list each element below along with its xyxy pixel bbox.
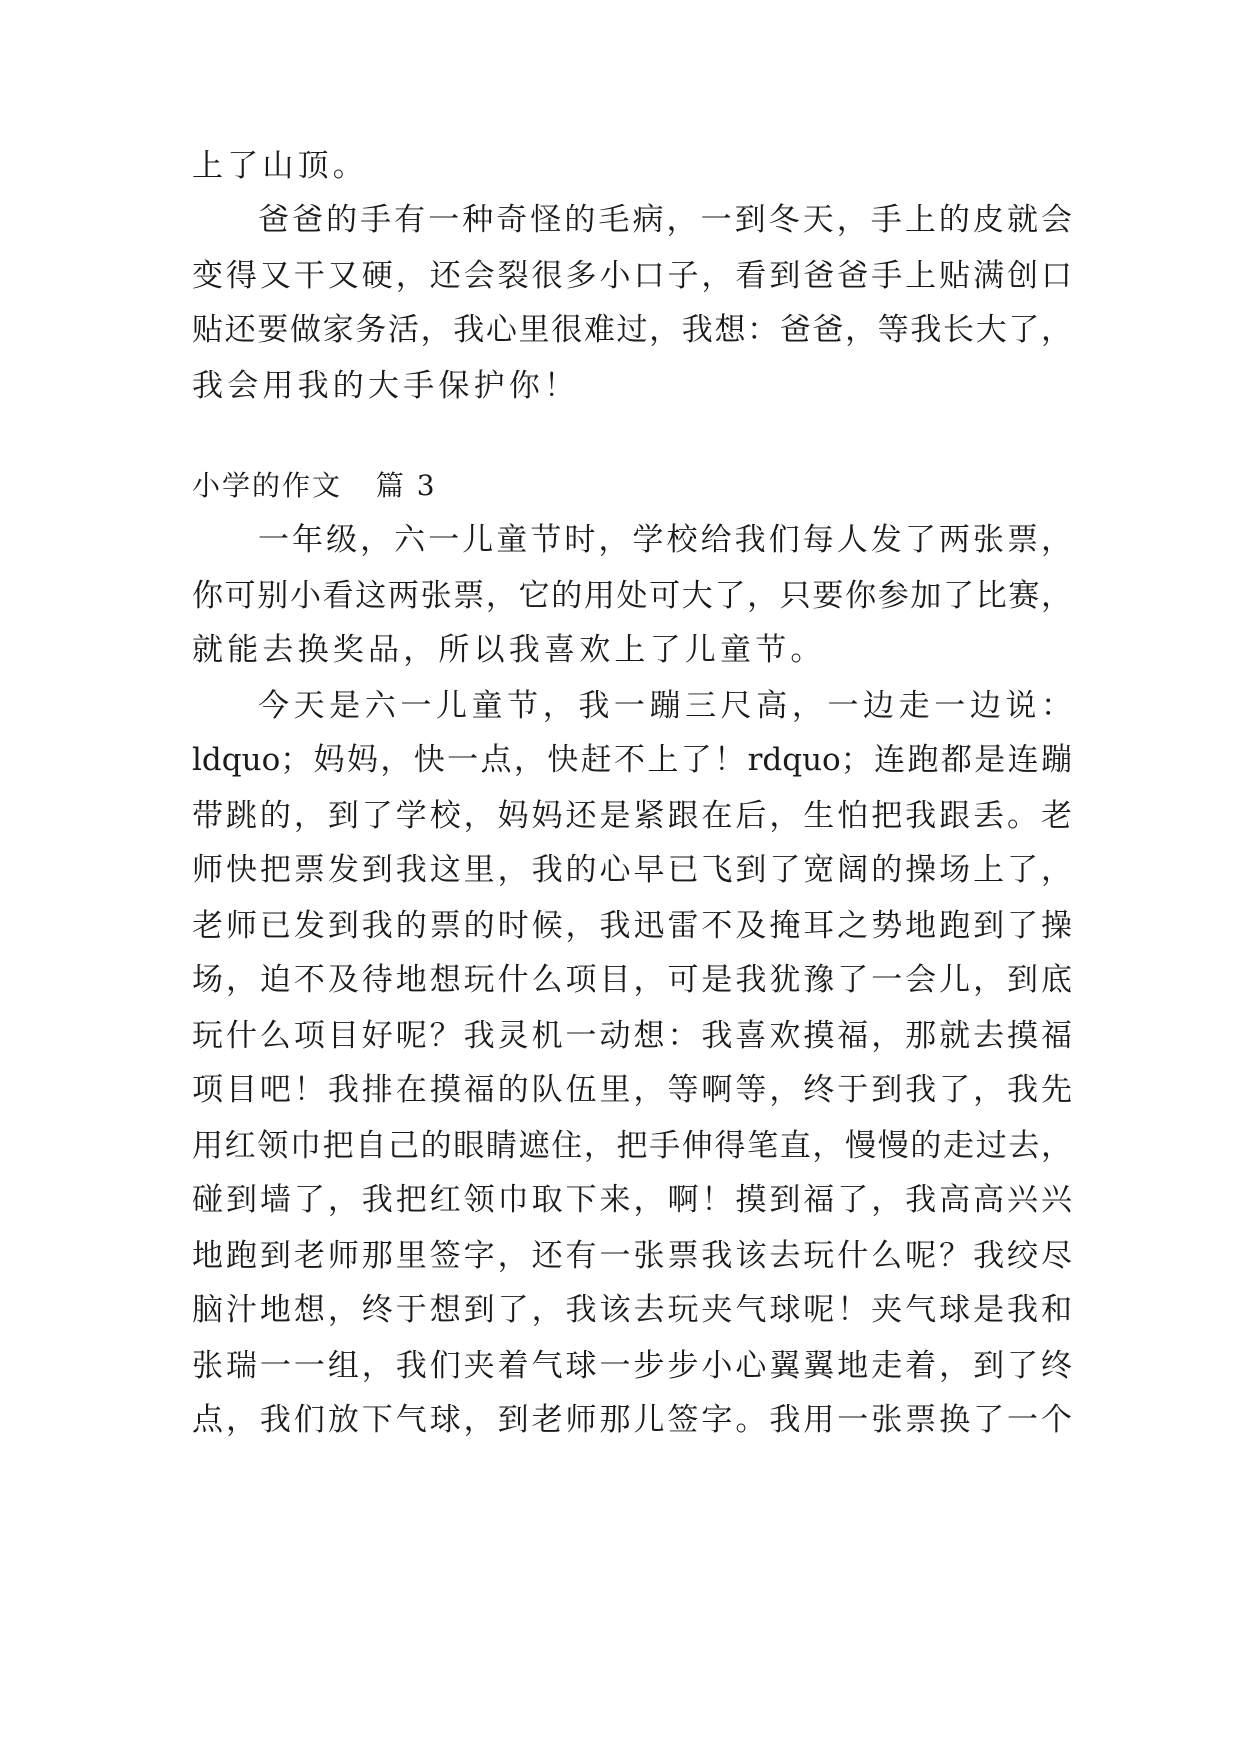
paragraph-line: 你可别小看这两张票，它的用处可大了，只要你参加了比赛，	[192, 578, 1072, 614]
paragraph-line: 我会用我的大手保护你！	[192, 368, 580, 404]
paragraph-line: 脑汁地想，终于想到了，我该去玩夹气球呢！夹气球是我和	[192, 1292, 1072, 1328]
paragraph-line: 变得又干又硬，还会裂很多小口子，看到爸爸手上贴满创口	[192, 258, 1072, 294]
paragraph-line: 玩什么项目好呢？我灵机一动想：我喜欢摸福，那就去摸福	[192, 1018, 1072, 1054]
paragraph-line: 地跑到老师那里签字，还有一张票我该去玩什么呢？我绞尽	[192, 1238, 1072, 1274]
paragraph-line: 爸爸的手有一种奇怪的毛病，一到冬天，手上的皮就会	[258, 202, 1072, 238]
paragraph-line: 场，迫不及待地想玩什么项目，可是我犹豫了一会儿，到底	[192, 962, 1072, 998]
paragraph-line: 今天是六一儿童节，我一蹦三尺高，一边走一边说：	[258, 688, 1072, 724]
paragraph-line: 点，我们放下气球，到老师那儿签字。我用一张票换了一个	[192, 1402, 1072, 1438]
section-heading	[192, 466, 437, 506]
paragraph-line: ldquo；妈妈，快一点，快赶不上了！rdquo；连跑都是连蹦	[192, 742, 1072, 778]
section-title: 小学的作文	[192, 469, 343, 502]
paragraph-line: 老师已发到我的票的时候，我迅雷不及掩耳之势地跑到了操	[192, 908, 1072, 944]
paragraph-line: 碰到墙了，我把红领巾取下来，啊！摸到福了，我高高兴兴	[192, 1182, 1072, 1218]
paragraph-line: 贴还要做家务活，我心里很难过，我想：爸爸，等我长大了，	[192, 312, 1072, 348]
paragraph-line: 一年级，六一儿童节时，学校给我们每人发了两张票，	[258, 522, 1072, 558]
paragraph-line: 带跳的，到了学校，妈妈还是紧跟在后，生怕把我跟丢。老	[192, 798, 1072, 834]
section-number: 篇 3	[375, 469, 437, 502]
paragraph-line: 上了山顶。	[192, 148, 368, 184]
paragraph-line: 张瑞一一组，我们夹着气球一步步小心翼翼地走着，到了终	[192, 1348, 1072, 1384]
paragraph-line: 项目吧！我排在摸福的队伍里，等啊等，终于到我了，我先	[192, 1072, 1072, 1108]
paragraph-line: 就能去换奖品，所以我喜欢上了儿童节。	[192, 632, 826, 668]
paragraph-line: 师快把票发到我这里，我的心早已飞到了宽阔的操场上了，	[192, 852, 1072, 888]
paragraph-line: 用红领巾把自己的眼睛遮住，把手伸得笔直，慢慢的走过去，	[192, 1128, 1072, 1164]
